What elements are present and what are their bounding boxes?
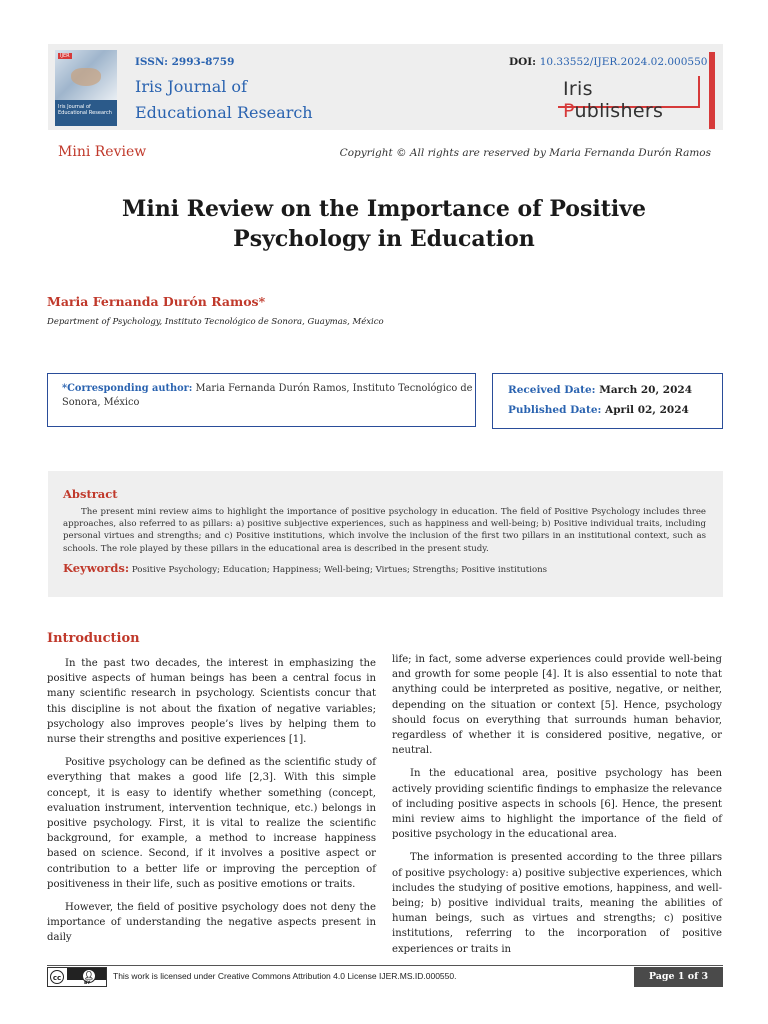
paragraph: Positive psychology can be defined as the scientific study of everything that makes a good life [2,3]. With this simple concept, it is easy to identify whether something (concept, evaluation instrument, intervention technique, etc.) belongs in positive psychology. First, it is vital to realize the scientific background, for example, a method to increase happiness based on science. Second, if it involves a positive aspect or contribution to a better life or improving the perception of positiveness in their life, such as positive emotions or traits. (47, 757, 376, 890)
keywords-list: Positive Psychology; Education; Happiness; Well-being; Virtues; Strengths; Positive institutions (129, 565, 548, 575)
footer-divider (47, 965, 723, 966)
cover-badge: IJER (60, 53, 70, 59)
keywords (63, 561, 547, 575)
publisher-logo[interactable]: Iris Publishers (558, 76, 700, 108)
license-text: This work is licensed under Creative Commons Attribution 4.0 License IJER.MS.ID.000550. (113, 971, 457, 981)
corresponding-author-box (47, 373, 476, 427)
received-date: Received Date: March 20, 2024 (508, 384, 693, 396)
cc-icon: cc (50, 970, 64, 984)
abstract-box (48, 471, 723, 597)
journal-cover-image (55, 50, 117, 126)
issn: ISSN: 2993-8759 (135, 56, 235, 68)
cc-by-label: BY (84, 981, 91, 986)
journal-title[interactable]: Iris Journal of Educational Research (135, 77, 313, 122)
article-type: Mini Review (58, 144, 147, 160)
corresponding-author-text: Maria Fernanda Durón Ramos, Instituto Tecnológico de Sonora, México (62, 383, 473, 408)
page-footer (47, 965, 723, 987)
paragraph: However, the field of positive psychology does not deny the importance of understanding the negative aspects present in daily (47, 902, 376, 944)
paragraph: The information is presented according to the three pillars of positive psychology: a) positive subjective experiences, which includes the studying of positive emotions, happiness, and well-being; b) positive individual traits, meaning the abilities of human beings, such as virtues and strengths; c) positive institutions, referring to the incorporation of positive experiences or traits in (392, 852, 722, 955)
journal-header (48, 44, 723, 130)
doi-link[interactable]: 10.33552/IJER.2024.02.000550 (539, 56, 708, 68)
paragraph: In the past two decades, the interest in emphasizing the positive aspects of human beings has been a central focus in many scientific research in psychology. Scientists concur that this discipline is not about the fixation of negative variables; psychology also improves people’s lives by helping them to nurse their strengths and positive experiences [1]. (47, 658, 376, 746)
cover-text: Iris Journal of Educational Research (58, 104, 112, 116)
attribution-person-icon: 👤︎ (82, 969, 96, 983)
doi-label: DOI: (509, 56, 537, 68)
doi (509, 56, 707, 68)
author-affiliation: Department of Psychology, Instituto Tecnológico de Sonora, Guaymas, México (47, 317, 384, 327)
page-number: Page 1 of 3 (634, 967, 723, 987)
paragraph: In the educational area, positive psychology has been actively providing scientific findings to emphasize the relevance of including positive aspects in schools [6]. Hence, the present mini review aims to highlight the importance of the field of positive psychology in the educational area. (392, 768, 722, 841)
article-title: Mini Review on the Importance of Positive Psychology in Education (121, 196, 647, 252)
section-heading-introduction: Introduction (47, 631, 140, 646)
abstract-text: The present mini review aims to highlight the importance of positive psychology in education. The field of Positive Psychology includes three approaches, also referred to as pillars: a) positive subjective experiences, such as happiness and well-being; b) Positive individual traits, including personal virtues and strengths; and c) Positive institutions, which involve the inclusion of the first two pillars in an institutional context, such as schools. The role played by these pillars in the educational area is described in the present study. (63, 507, 706, 554)
paragraph: life; in fact, some adverse experiences could provide well-being and growth for some people [4]. It is also essential to note that anything could be interpreted as positive, negative, or neither, depending on the situation or context [5]. Hence, psychology should focus on everything that surrounds human behavior, regardless of whether it is considered positive, negative, or neutral. (392, 654, 722, 757)
keywords-label: Keywords: (63, 561, 130, 575)
copyright: Copyright © All rights are reserved by Maria Fernanda Durón Ramos (339, 147, 711, 159)
corresponding-author-label: *Corresponding author: (62, 383, 193, 394)
body-column-right (392, 652, 722, 965)
creative-commons-icon[interactable] (47, 967, 107, 987)
dates-box (492, 373, 723, 429)
author-name: Maria Fernanda Durón Ramos* (47, 294, 266, 309)
abstract-heading: Abstract (63, 487, 118, 501)
published-date: Published Date: April 02, 2024 (508, 404, 689, 416)
body-column-left (47, 656, 376, 954)
header-accent-bar (709, 52, 715, 129)
